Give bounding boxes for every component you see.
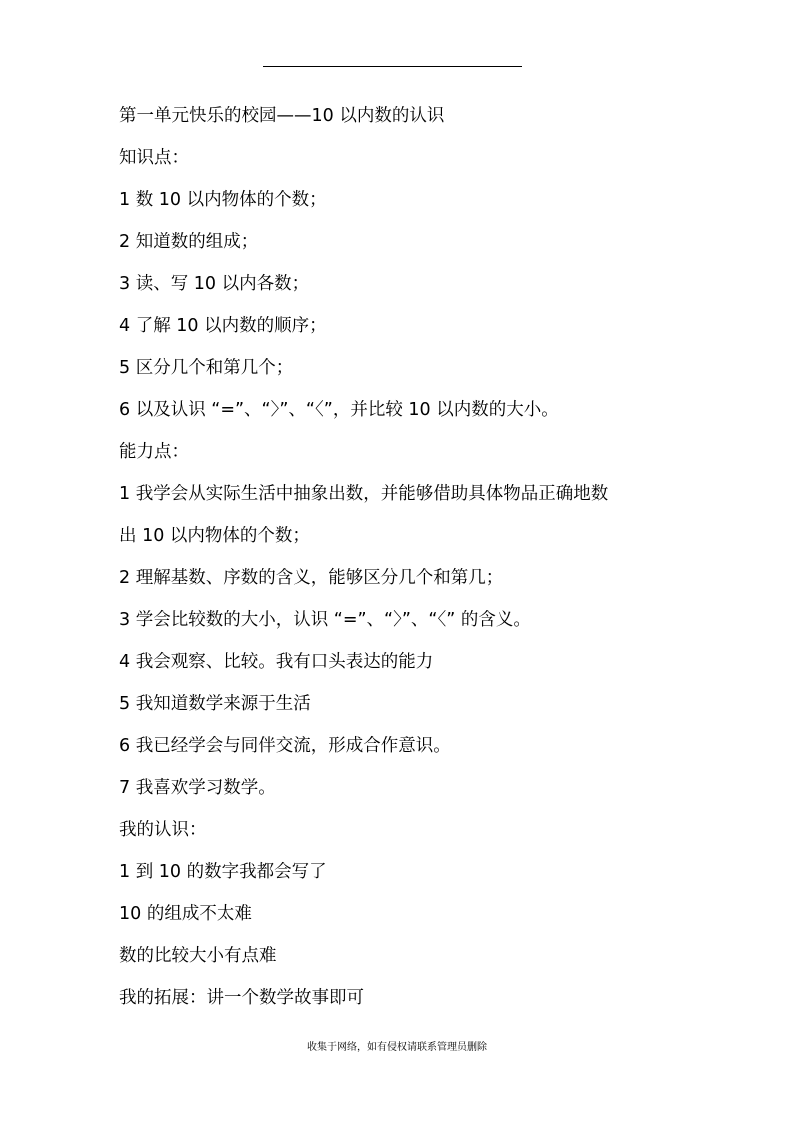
ability-item-4: 4 我会观察、比较。我有口头表达的能力 (119, 652, 434, 672)
section-heading-ability: 能力点： (119, 442, 189, 462)
ability-item-1: 1 我学会从实际生活中抽象出数，并能够借助具体物品正确地数 (119, 484, 609, 504)
understanding-item-2: 10 的组成不太难 (119, 904, 252, 924)
understanding-item-3: 数的比较大小有点难 (119, 946, 277, 966)
knowledge-item-2: 2 知道数的组成； (119, 232, 259, 252)
section-heading-understanding: 我的认识： (119, 820, 207, 840)
knowledge-item-3: 3 读、写 10 以内各数； (119, 274, 310, 294)
page-footer: 收集于网络，如有侵权请联系管理员删除 (307, 1042, 487, 1053)
understanding-item-1: 1 到 10 的数字我都会写了 (119, 862, 327, 882)
header-rule (263, 66, 522, 67)
ability-item-5: 5 我知道数学来源于生活 (119, 694, 311, 714)
ability-item-3: 3 学会比较数的大小，认识 “=”、“〉”、“〈” 的含义。 (119, 610, 531, 630)
extension-line: 我的拓展：讲一个数学故事即可 (119, 988, 364, 1008)
ability-item-1-continued: 出 10 以内物体的个数； (119, 526, 310, 546)
ability-item-7: 7 我喜欢学习数学。 (119, 778, 276, 798)
section-heading-knowledge: 知识点： (119, 148, 189, 168)
ability-item-6: 6 我已经学会与同伴交流，形成合作意识。 (119, 736, 451, 756)
knowledge-item-5: 5 区分几个和第几个； (119, 358, 294, 378)
document-title: 第一单元快乐的校园——10 以内数的认识 (119, 106, 445, 126)
knowledge-item-4: 4 了解 10 以内数的顺序； (119, 316, 327, 336)
knowledge-item-6: 6 以及认识 “=”、“〉”、“〈”，并比较 10 以内数的大小。 (119, 400, 559, 420)
knowledge-item-1: 1 数 10 以内物体的个数； (119, 190, 327, 210)
ability-item-2: 2 理解基数、序数的含义，能够区分几个和第几； (119, 568, 504, 588)
